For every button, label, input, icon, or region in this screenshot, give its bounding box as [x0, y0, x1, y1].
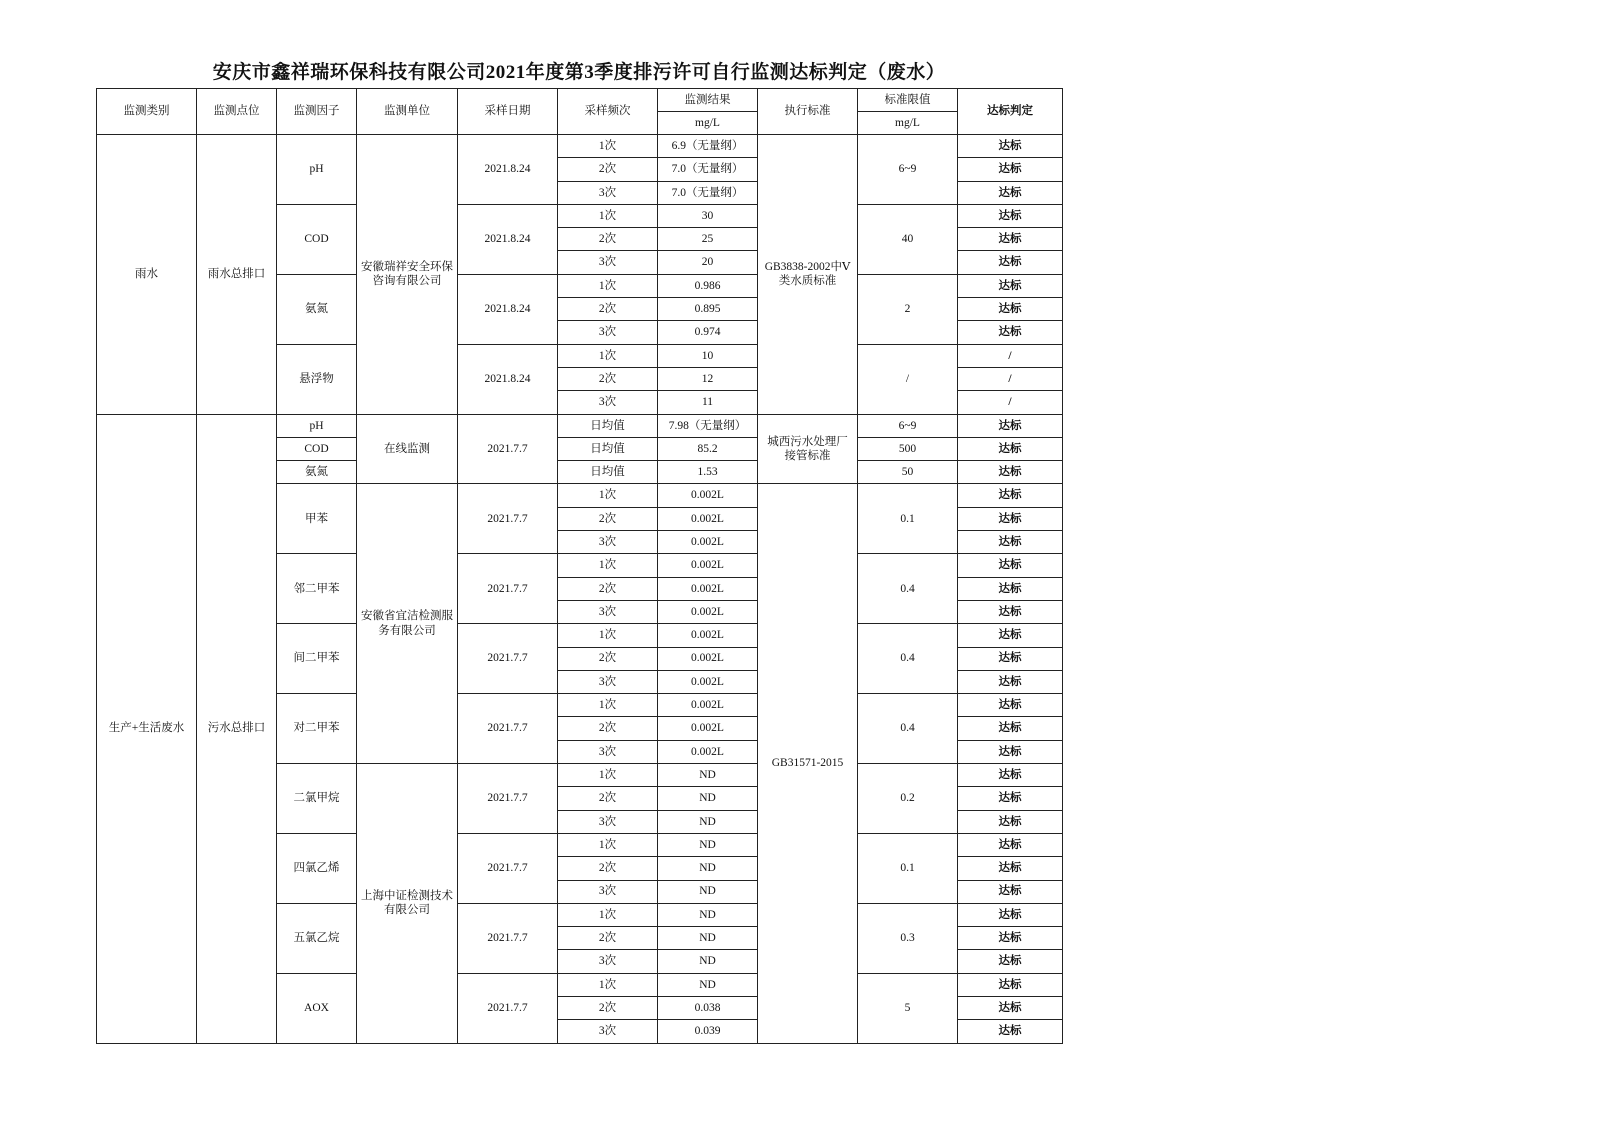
compliance-judgement: 达标 — [958, 647, 1063, 670]
header-factor: 监测因子 — [277, 89, 357, 135]
monitoring-result: 0.002L — [658, 507, 758, 530]
sampling-frequency: 3次 — [558, 531, 658, 554]
monitoring-result: 0.038 — [658, 996, 758, 1019]
compliance-judgement: 达标 — [958, 414, 1063, 437]
monitoring-factor: pH — [277, 135, 357, 205]
monitoring-factor: AOX — [277, 973, 357, 1043]
compliance-judgement: / — [958, 367, 1063, 390]
header-standard: 执行标准 — [758, 89, 858, 135]
sampling-frequency: 1次 — [558, 973, 658, 996]
compliance-judgement: 达标 — [958, 507, 1063, 530]
sampling-frequency: 1次 — [558, 274, 658, 297]
header-unit: 监测单位 — [357, 89, 458, 135]
sampling-frequency: 日均值 — [558, 437, 658, 460]
monitoring-result: 11 — [658, 391, 758, 414]
header-point: 监测点位 — [197, 89, 277, 135]
monitoring-result: ND — [658, 857, 758, 880]
monitoring-result: 0.002L — [658, 670, 758, 693]
monitoring-result: 6.9（无量纲） — [658, 135, 758, 158]
sampling-frequency: 2次 — [558, 158, 658, 181]
sampling-frequency: 日均值 — [558, 414, 658, 437]
sampling-frequency: 2次 — [558, 367, 658, 390]
compliance-judgement: 达标 — [958, 437, 1063, 460]
monitoring-category: 生产+生活废水 — [97, 414, 197, 1043]
monitoring-result: ND — [658, 903, 758, 926]
sampling-frequency: 1次 — [558, 484, 658, 507]
monitoring-result: 85.2 — [658, 437, 758, 460]
sampling-frequency: 1次 — [558, 694, 658, 717]
sampling-frequency: 3次 — [558, 670, 658, 693]
sampling-date: 2021.8.24 — [458, 274, 558, 344]
page-title: 安庆市鑫祥瑞环保科技有限公司2021年度第3季度排污许可自行监测达标判定（废水） — [212, 62, 946, 83]
monitoring-factor: 氨氮 — [277, 461, 357, 484]
standard-limit: 500 — [858, 437, 958, 460]
sampling-frequency: 3次 — [558, 950, 658, 973]
monitoring-result: 0.002L — [658, 554, 758, 577]
standard-limit: 6~9 — [858, 135, 958, 205]
sampling-date: 2021.8.24 — [458, 204, 558, 274]
header-result: 监测结果 — [658, 89, 758, 112]
standard-limit: 0.4 — [858, 624, 958, 694]
monitoring-result: ND — [658, 787, 758, 810]
monitoring-factor: pH — [277, 414, 357, 437]
sampling-date: 2021.7.7 — [458, 414, 558, 484]
monitoring-result: 0.895 — [658, 298, 758, 321]
sampling-frequency: 1次 — [558, 833, 658, 856]
sampling-frequency: 2次 — [558, 228, 658, 251]
monitoring-result: 0.002L — [658, 624, 758, 647]
compliance-judgement: 达标 — [958, 204, 1063, 227]
monitoring-table — [96, 88, 1063, 1044]
monitoring-result: 7.98（无量纲） — [658, 414, 758, 437]
compliance-judgement: 达标 — [958, 694, 1063, 717]
sampling-frequency: 3次 — [558, 600, 658, 623]
monitoring-result: ND — [658, 927, 758, 950]
monitoring-result: 0.002L — [658, 694, 758, 717]
monitoring-factor: 邻二甲苯 — [277, 554, 357, 624]
sampling-frequency: 3次 — [558, 251, 658, 274]
sampling-frequency: 日均值 — [558, 461, 658, 484]
sampling-frequency: 2次 — [558, 507, 658, 530]
sampling-frequency: 1次 — [558, 344, 658, 367]
standard-limit: 50 — [858, 461, 958, 484]
monitoring-result: ND — [658, 973, 758, 996]
monitoring-result: 0.002L — [658, 600, 758, 623]
compliance-judgement: 达标 — [958, 903, 1063, 926]
compliance-judgement: 达标 — [958, 927, 1063, 950]
sampling-frequency: 3次 — [558, 740, 658, 763]
table-row — [97, 135, 1063, 158]
sampling-date: 2021.7.7 — [458, 764, 558, 834]
monitoring-factor: 悬浮物 — [277, 344, 357, 414]
monitoring-result: 10 — [658, 344, 758, 367]
compliance-judgement: 达标 — [958, 787, 1063, 810]
execution-standard: GB31571-2015 — [758, 484, 858, 1043]
header-limit-unit: mg/L — [858, 112, 958, 135]
standard-limit: 0.1 — [858, 833, 958, 903]
monitoring-result: 20 — [658, 251, 758, 274]
header-freq: 采样频次 — [558, 89, 658, 135]
monitoring-result: 0.039 — [658, 1020, 758, 1043]
compliance-judgement: 达标 — [958, 1020, 1063, 1043]
sampling-frequency: 3次 — [558, 181, 658, 204]
sampling-frequency: 2次 — [558, 577, 658, 600]
sampling-frequency: 2次 — [558, 298, 658, 321]
compliance-judgement: 达标 — [958, 950, 1063, 973]
monitoring-result: ND — [658, 950, 758, 973]
sampling-frequency: 1次 — [558, 135, 658, 158]
standard-limit: 6~9 — [858, 414, 958, 437]
sampling-frequency: 2次 — [558, 857, 658, 880]
monitoring-result: ND — [658, 880, 758, 903]
table-row — [97, 414, 1063, 437]
header-judge: 达标判定 — [958, 89, 1063, 135]
monitoring-unit: 安徽瑞祥安全环保咨询有限公司 — [357, 135, 458, 415]
standard-limit: 0.4 — [858, 554, 958, 624]
sampling-date: 2021.7.7 — [458, 554, 558, 624]
compliance-judgement: 达标 — [958, 484, 1063, 507]
compliance-judgement: 达标 — [958, 321, 1063, 344]
monitoring-factor: COD — [277, 437, 357, 460]
sampling-frequency: 3次 — [558, 321, 658, 344]
monitoring-category: 雨水 — [97, 135, 197, 415]
monitoring-point: 污水总排口 — [197, 414, 277, 1043]
monitoring-result: 25 — [658, 228, 758, 251]
sampling-frequency: 3次 — [558, 1020, 658, 1043]
compliance-judgement: 达标 — [958, 833, 1063, 856]
compliance-judgement: 达标 — [958, 461, 1063, 484]
header-limit: 标准限值 — [858, 89, 958, 112]
sampling-frequency: 1次 — [558, 624, 658, 647]
sampling-frequency: 1次 — [558, 554, 658, 577]
compliance-judgement: 达标 — [958, 158, 1063, 181]
monitoring-result: 0.002L — [658, 577, 758, 600]
compliance-judgement: 达标 — [958, 531, 1063, 554]
execution-standard: 城西污水处理厂接管标准 — [758, 414, 858, 484]
sampling-frequency: 2次 — [558, 927, 658, 950]
sampling-date: 2021.7.7 — [458, 903, 558, 973]
sampling-frequency: 2次 — [558, 996, 658, 1019]
sampling-frequency: 2次 — [558, 717, 658, 740]
compliance-judgement: 达标 — [958, 181, 1063, 204]
monitoring-result: 0.002L — [658, 647, 758, 670]
compliance-judgement: 达标 — [958, 973, 1063, 996]
monitoring-result: ND — [658, 810, 758, 833]
monitoring-factor: 甲苯 — [277, 484, 357, 554]
monitoring-result: 30 — [658, 204, 758, 227]
standard-limit: 0.4 — [858, 694, 958, 764]
sampling-frequency: 2次 — [558, 647, 658, 670]
compliance-judgement: / — [958, 391, 1063, 414]
monitoring-factor: 氨氮 — [277, 274, 357, 344]
monitoring-result: 1.53 — [658, 461, 758, 484]
compliance-judgement: 达标 — [958, 810, 1063, 833]
monitoring-factor: 五氯乙烷 — [277, 903, 357, 973]
monitoring-result: 0.974 — [658, 321, 758, 344]
compliance-judgement: 达标 — [958, 764, 1063, 787]
monitoring-factor: 间二甲苯 — [277, 624, 357, 694]
execution-standard: GB3838-2002中Ⅴ类水质标准 — [758, 135, 858, 415]
sampling-frequency: 1次 — [558, 764, 658, 787]
compliance-judgement: 达标 — [958, 274, 1063, 297]
compliance-judgement: / — [958, 344, 1063, 367]
monitoring-unit: 在线监测 — [357, 414, 458, 484]
sampling-date: 2021.8.24 — [458, 135, 558, 205]
standard-limit: 0.1 — [858, 484, 958, 554]
compliance-judgement: 达标 — [958, 298, 1063, 321]
monitoring-result: ND — [658, 833, 758, 856]
monitoring-result: 0.002L — [658, 740, 758, 763]
compliance-judgement: 达标 — [958, 880, 1063, 903]
sampling-frequency: 3次 — [558, 810, 658, 833]
compliance-judgement: 达标 — [958, 135, 1063, 158]
compliance-judgement: 达标 — [958, 996, 1063, 1019]
standard-limit: 40 — [858, 204, 958, 274]
monitoring-point: 雨水总排口 — [197, 135, 277, 415]
monitoring-factor: COD — [277, 204, 357, 274]
monitoring-result: 7.0（无量纲） — [658, 158, 758, 181]
sampling-frequency: 3次 — [558, 391, 658, 414]
monitoring-factor: 对二甲苯 — [277, 694, 357, 764]
standard-limit: 2 — [858, 274, 958, 344]
standard-limit: 0.3 — [858, 903, 958, 973]
monitoring-factor: 四氯乙烯 — [277, 833, 357, 903]
sampling-frequency: 3次 — [558, 880, 658, 903]
header-date: 采样日期 — [458, 89, 558, 135]
compliance-judgement: 达标 — [958, 670, 1063, 693]
compliance-judgement: 达标 — [958, 740, 1063, 763]
monitoring-unit: 安徽省宜洁检测服务有限公司 — [357, 484, 458, 764]
compliance-judgement: 达标 — [958, 717, 1063, 740]
sampling-date: 2021.7.7 — [458, 624, 558, 694]
sampling-date: 2021.7.7 — [458, 694, 558, 764]
compliance-judgement: 达标 — [958, 577, 1063, 600]
monitoring-factor: 二氯甲烷 — [277, 764, 357, 834]
standard-limit: 5 — [858, 973, 958, 1043]
sampling-frequency: 2次 — [558, 787, 658, 810]
sampling-date: 2021.7.7 — [458, 484, 558, 554]
monitoring-result: 7.0（无量纲） — [658, 181, 758, 204]
compliance-judgement: 达标 — [958, 624, 1063, 647]
compliance-judgement: 达标 — [958, 228, 1063, 251]
monitoring-result: 0.002L — [658, 717, 758, 740]
header-result-unit: mg/L — [658, 112, 758, 135]
standard-limit: 0.2 — [858, 764, 958, 834]
monitoring-result: 0.002L — [658, 484, 758, 507]
monitoring-result: 0.002L — [658, 531, 758, 554]
compliance-judgement: 达标 — [958, 554, 1063, 577]
compliance-judgement: 达标 — [958, 600, 1063, 623]
sampling-date: 2021.7.7 — [458, 973, 558, 1043]
compliance-judgement: 达标 — [958, 857, 1063, 880]
sampling-frequency: 1次 — [558, 903, 658, 926]
header-category: 监测类别 — [97, 89, 197, 135]
sampling-date: 2021.7.7 — [458, 833, 558, 903]
monitoring-result: ND — [658, 764, 758, 787]
monitoring-result: 0.986 — [658, 274, 758, 297]
sampling-date: 2021.8.24 — [458, 344, 558, 414]
monitoring-result: 12 — [658, 367, 758, 390]
compliance-judgement: 达标 — [958, 251, 1063, 274]
header-row — [97, 89, 1063, 112]
monitoring-unit: 上海中证检测技术有限公司 — [357, 764, 458, 1044]
sampling-frequency: 1次 — [558, 204, 658, 227]
table-body — [97, 135, 1063, 1044]
standard-limit: / — [858, 344, 958, 414]
